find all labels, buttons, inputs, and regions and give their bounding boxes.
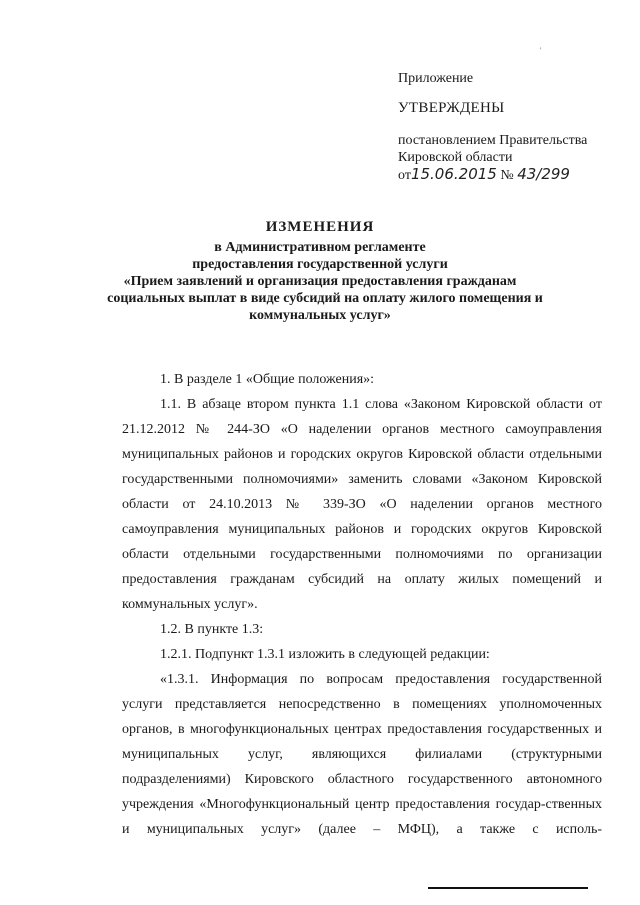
paragraph-section-1: 1. В разделе 1 «Общие положения»: — [160, 372, 375, 387]
document-body — [122, 367, 602, 842]
handwritten-number: 43/299 — [517, 165, 570, 183]
scan-mark: ' — [540, 46, 542, 55]
heading-line-2: предоставления государственной услуги — [192, 257, 448, 272]
decree-line-1: постановлением Правительства — [398, 133, 588, 148]
number-prefix: № — [500, 168, 514, 183]
paragraph-1-1: 1.1. В абзаце втором пункта 1.1 слова «Законом Кировской области от 21.12.2012 № 244-ЗО «О наделении органов местного самоуправления муниципальных районов и городских округов Кировской области отдельными государственными полномочиями» заменить словами «Законом Кировской области от 24.10.2013 № 339-ЗО «О наделении органов местного самоуправления муниципальных районов и городских округов Кировской области отдельными государственными полномочиями по организации предоставления гражданам субсидий на оплату жилых помещений и коммунальных услуг». — [122, 397, 602, 612]
from-prefix: от — [398, 168, 411, 183]
approved-label: УТВЕРЖДЕНЫ — [398, 100, 505, 116]
appendix-label: Приложение — [398, 71, 474, 86]
heading-line-5: коммунальных услуг» — [249, 308, 391, 323]
heading-line-3: «Прием заявлений и организация предоставления гражданам — [123, 274, 517, 289]
heading-line-1: в Административном регламенте — [214, 240, 426, 255]
document-title: ИЗМЕНЕНИЯ — [265, 219, 375, 235]
decree-reference — [398, 132, 628, 166]
paragraph-1-2: 1.2. В пункте 1.3: — [160, 622, 264, 637]
decree-date-number — [398, 165, 570, 184]
paragraph-1-2-1: 1.2.1. Подпункт 1.3.1 изложить в следующей редакции: — [160, 647, 490, 662]
paragraph-1-3-1: «1.3.1. Информация по вопросам предоставления государственной услуги представляется непосредственно в помещениях уполномоченных органов, в многофункциональных центрах предоставления государственных и муниципальных услуг, являющихся филиалами (структурными подразделениями) Кировского областного государственного автономного учреждения «Многофункциональный центр предоставления государ-ственных и муниципальных услуг» (далее – МФЦ), а также с исполь- — [122, 672, 602, 837]
handwritten-date: 15.06.2015 — [410, 165, 497, 183]
decree-line-2: Кировской области — [398, 150, 513, 165]
footer-rule — [428, 887, 588, 889]
heading-line-4: социальных выплат в виде субсидий на оплату жилого помещения и — [107, 291, 543, 306]
